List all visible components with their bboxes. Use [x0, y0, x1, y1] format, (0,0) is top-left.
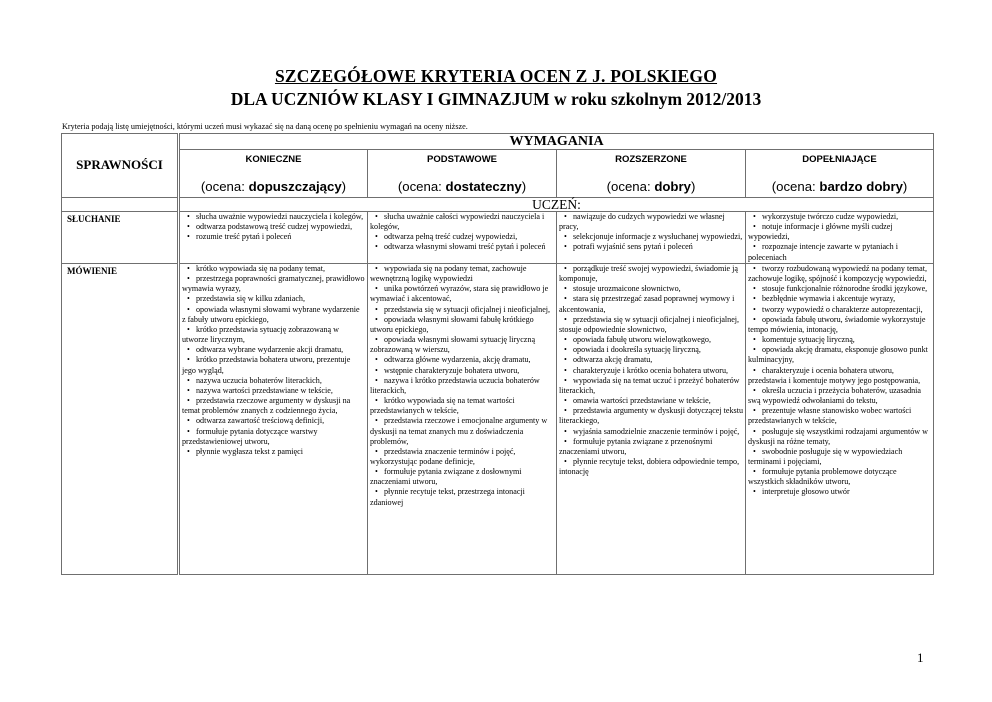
criteria-table: [61, 133, 934, 575]
intro-text: Kryteria podają listę umiejętności, którymi uczeń musi wykazać się na daną ocenę po spełnieniu wymagań na oceny niższe.: [62, 122, 468, 131]
criteria-item: • opowiada fabułę utworu wielowątkowego,: [559, 335, 743, 345]
criteria-item: • opowiada akcję dramatu, eksponuje głosowo punkt kulminacyjny,: [748, 345, 931, 365]
criteria-item: • wypowiada się na temat uczuć i przeżyć bohaterów literackich,: [559, 376, 743, 396]
criteria-item: • słucha uważnie wypowiedzi nauczyciela i kolegów,: [182, 212, 365, 222]
page-number: 1: [917, 650, 924, 665]
criteria-item: • formułuje pytania związane z przenośnymi znaczeniami utworu,: [559, 437, 743, 457]
criteria-item: • krótko przedstawia bohatera utworu, prezentuje jego wygląd,: [182, 355, 365, 375]
sprawnosci-header: SPRAWNOŚCI: [62, 134, 179, 198]
criteria-item: • formułuje pytania problemowe dotyczące wszystkich składników utworu,: [748, 467, 931, 487]
criteria-cell: [368, 212, 557, 264]
criteria-item: • wypowiada się na podany temat, zachowuje wewnętrzną logikę wypowiedzi: [370, 264, 554, 284]
criteria-item: • selekcjonuje informacje z wysłuchanej wypowiedzi,: [559, 232, 743, 242]
criteria-cell: [557, 212, 746, 264]
level-header-konieczne: KONIECZNE: [179, 150, 368, 178]
document-title: SZCZEGÓŁOWE KRYTERIA OCEN Z J. POLSKIEGO: [274, 66, 718, 86]
grade-dostateczny: (ocena: dostateczny): [368, 177, 557, 198]
criteria-item: • swobodnie posługuje się w wypowiedziach terminami i pojęciami,: [748, 447, 931, 467]
criteria-item: • odtwarza podstawową treść cudzej wypowiedzi,: [182, 222, 365, 232]
criteria-item: • tworzy wypowiedź o charakterze autoprezentacji,: [748, 305, 931, 315]
criteria-item: • rozpoznaje intencje zawarte w pytaniach i poleceniach: [748, 242, 931, 262]
skill-sluchanie: SŁUCHANIE: [62, 212, 179, 264]
grade-bardzo-dobry: (ocena: bardzo dobry): [746, 177, 934, 198]
criteria-item: • formułuje pytania związane z dosłownymi znaczeniami utworu,: [370, 467, 554, 487]
criteria-item: • płynnie recytuje tekst, przestrzega intonacji zdaniowej: [370, 487, 554, 507]
criteria-item: • opowiada własnymi słowami wybrane wydarzenie z fabuły utworu epickiego,: [182, 305, 365, 325]
criteria-item: • komentuje sytuację liryczną,: [748, 335, 931, 345]
criteria-cell: [368, 264, 557, 575]
criteria-item: • odtwarza zawartość treściową definicji,: [182, 416, 365, 426]
criteria-item: • opowiada własnymi słowami sytuację liryczną zobrazowaną w wierszu,: [370, 335, 554, 355]
grade-dopuszczajacy: (ocena: dopuszczający): [179, 177, 368, 198]
criteria-item: • omawia wartości przedstawiane w tekście,: [559, 396, 743, 406]
criteria-item: • płynnie wygłasza tekst z pamięci: [182, 447, 365, 457]
criteria-cell: [179, 212, 368, 264]
criteria-item: • przedstawia się w sytuacji oficjalnej i nieoficjalnej, stosuje odpowiednie słownictwo,: [559, 315, 743, 335]
criteria-item: • formułuje pytania dotyczące warstwy przedstawieniowej utworu,: [182, 427, 365, 447]
criteria-item: • stara się przestrzegać zasad poprawnej wymowy i akcentowania,: [559, 294, 743, 314]
criteria-cell: [557, 264, 746, 575]
uczen-label: UCZEŃ:: [179, 198, 934, 212]
criteria-item: • przedstawia znaczenie terminów i pojęć, wykorzystując podane definicje,: [370, 447, 554, 467]
criteria-item: • przedstawia rzeczowe i emocjonalne argumenty w dyskusji na temat znanych mu z doświadczenia problemów,: [370, 416, 554, 446]
uczen-left-spacer: [62, 198, 179, 212]
criteria-item: • nazywa i krótko przedstawia uczucia bohaterów literackich,: [370, 376, 554, 396]
criteria-item: • nawiązuje do cudzych wypowiedzi we własnej pracy,: [559, 212, 743, 232]
criteria-item: • odtwarza pełną treść cudzej wypowiedzi,: [370, 232, 554, 242]
criteria-item: • przedstawia się w kilku zdaniach,: [182, 294, 365, 304]
criteria-item: • krótko przedstawia sytuację zobrazowaną w utworze lirycznym,: [182, 325, 365, 345]
criteria-item: • rozumie treść pytań i poleceń: [182, 232, 365, 242]
criteria-item: • wykorzystuje twórczo cudze wypowiedzi,: [748, 212, 931, 222]
criteria-item: • prezentuje własne stanowisko wobec wartości przedstawianych w tekście,: [748, 406, 931, 426]
criteria-item: • opowiada fabułę utworu, świadomie wykorzystuje tempo mówienia, intonację,: [748, 315, 931, 335]
criteria-item: • wyjaśnia samodzielnie znaczenie terminów i pojęć,: [559, 427, 743, 437]
criteria-item: • płynnie recytuje tekst, dobiera odpowiednie tempo, intonację: [559, 457, 743, 477]
criteria-item: • wstępnie charakteryzuje bohatera utworu,: [370, 366, 554, 376]
criteria-item: • charakteryzuje i krótko ocenia bohatera utworu,: [559, 366, 743, 376]
criteria-item: • opowiada i dookreśla sytuację liryczną,: [559, 345, 743, 355]
criteria-item: • odtwarza własnymi słowami treść pytań i poleceń: [370, 242, 554, 252]
criteria-item: • przestrzega poprawności gramatycznej, prawidłowo wymawia wyrazy,: [182, 274, 365, 294]
criteria-item: • posługuje się wszystkimi rodzajami argumentów w dyskusji na różne tematy,: [748, 427, 931, 447]
criteria-item: • tworzy rozbudowaną wypowiedź na podany temat, zachowuje logikę, spójność i kompozycję wypowiedzi,: [748, 264, 931, 284]
criteria-item: • nazywa uczucia bohaterów literackich,: [182, 376, 365, 386]
criteria-item: • potrafi wyjaśnić sens pytań i poleceń: [559, 242, 743, 252]
criteria-cell: [746, 264, 934, 575]
criteria-item: • stosuje urozmaicone słownictwo,: [559, 284, 743, 294]
criteria-item: • stosuje funkcjonalnie różnorodne środki językowe,: [748, 284, 931, 294]
wymagania-header: WYMAGANIA: [179, 134, 934, 150]
grade-dobry: (ocena: dobry): [557, 177, 746, 198]
criteria-item: • nazywa wartości przedstawiane w tekście,: [182, 386, 365, 396]
criteria-item: • charakteryzuje i ocenia bohatera utworu, przedstawia i komentuje motywy jego postępowania,: [748, 366, 931, 386]
criteria-item: • porządkuje treść swojej wypowiedzi, świadomie ją komponuje,: [559, 264, 743, 284]
criteria-item: • określa uczucia i przeżycia bohaterów, uzasadnia swą wypowiedź odwołaniami do tekstu,: [748, 386, 931, 406]
skill-mowienie: MÓWIENIE: [62, 264, 179, 575]
criteria-item: • przedstawia rzeczowe argumenty w dyskusji na temat problemów znanych z codziennego życia,: [182, 396, 365, 416]
criteria-cell: [179, 264, 368, 575]
level-header-dopelniajace: DOPEŁNIAJĄCE: [746, 150, 934, 178]
criteria-item: • krótko wypowiada się na temat wartości przedstawianych w tekście,: [370, 396, 554, 416]
criteria-item: • krótko wypowiada się na podany temat,: [182, 264, 365, 274]
criteria-item: • interpretuje głosowo utwór: [748, 487, 931, 497]
criteria-item: • przedstawia się w sytuacji oficjalnej i nieoficjalnej,: [370, 305, 554, 315]
criteria-item: • odtwarza akcję dramatu,: [559, 355, 743, 365]
criteria-cell: [746, 212, 934, 264]
document-subtitle: DLA UCZNIÓW KLASY I GIMNAZJUM w roku szkolnym 2012/2013: [230, 89, 762, 109]
criteria-item: • odtwarza wybrane wydarzenie akcji dramatu,: [182, 345, 365, 355]
criteria-item: • notuje informacje i główne myśli cudzej wypowiedzi,: [748, 222, 931, 242]
criteria-item: • słucha uważnie całości wypowiedzi nauczyciela i kolegów,: [370, 212, 554, 232]
level-header-rozszerzone: ROZSZERZONE: [557, 150, 746, 178]
criteria-item: • odtwarza główne wydarzenia, akcję dramatu,: [370, 355, 554, 365]
criteria-item: • przedstawia argumenty w dyskusji dotyczącej tekstu literackiego,: [559, 406, 743, 426]
criteria-item: • bezbłędnie wymawia i akcentuje wyrazy,: [748, 294, 931, 304]
criteria-item: • unika powtórzeń wyrazów, stara się prawidłowo je wymawiać i akcentować,: [370, 284, 554, 304]
level-header-podstawowe: PODSTAWOWE: [368, 150, 557, 178]
criteria-item: • opowiada własnymi słowami fabułę krótkiego utworu epickiego,: [370, 315, 554, 335]
